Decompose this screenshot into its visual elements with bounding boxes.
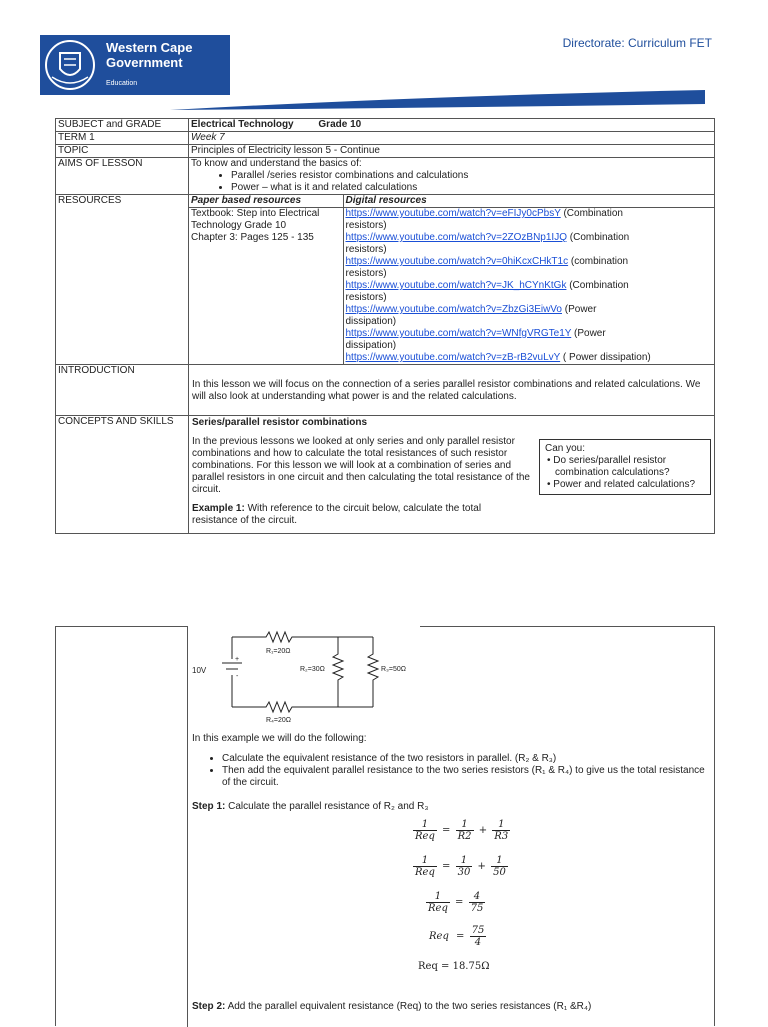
introduction-text: In this lesson we will focus on the connection of a series parallel resistor combinations and related calculations. We will also look at understanding what power is and the related calculations. [189,365,715,416]
digital-resources [343,208,714,365]
step-1-text: Calculate the parallel resistance of R₂ and R₃ [225,801,429,812]
equation-4: Req = $\frac{75}{4}$ [429,925,485,948]
resource-link-item: https://www.youtube.com/watch?v=eFIJy0cPbsY (Combination resistors) [345,208,623,231]
resources-table [189,195,714,364]
aims-list [191,170,712,194]
step-2-label: Step 2: [192,1001,226,1012]
concepts-text: In the previous lessons we looked at only series and only parallel resistor combinations and how to calculate the total resistances of such resistor combinations. For this lesson we will look at a combination of series and parallel resistors in one circuit and then calculating the total resistance of the circuit. [192,436,530,495]
paper-resources: Textbook: Step into Electrical Technology Grade 10 Chapter 3: Pages 125 - 135 [191,208,320,243]
subject-value: Electrical Technology [191,119,294,130]
lesson-table [55,118,715,534]
aims-item: • Power – what is it and related calculations [231,182,712,194]
source-voltage: 10V [192,666,207,675]
example-1 [192,503,512,527]
youtube-link[interactable]: https://www.youtube.com/watch?v=0hiKcxCHkT1c [345,256,569,267]
r4-label: R₄=20Ω [266,717,292,724]
resource-link-item: https://www.youtube.com/watch?v=JK_hCYnKtGk (Combination resistors) [345,280,629,303]
youtube-link[interactable]: https://www.youtube.com/watch?v=JK_hCYnKtGk [345,280,567,291]
subject-row [56,119,715,132]
step-2 [192,1001,707,1013]
org-name-line2: Government [106,55,183,70]
example-text: With reference to the circuit below, calculate the total resistance of the circuit. [192,503,482,526]
aims-intro: To know and understand the basics of: [191,158,362,169]
aims-item: • Parallel /series resistor combinations and calculations [231,170,712,182]
example-continuation-box [55,626,715,1026]
resource-link-item: https://www.youtube.com/watch?v=zB-rB2vuLvY ( Power dissipation) [345,352,651,363]
equation-3: $\frac{1}{\text{Req}}$ = $\frac{4}{75}$ [428,891,484,914]
concepts-label: CONCEPTS AND SKILLS [56,416,189,534]
directorate-title: Directorate: Curriculum FET [562,36,712,50]
grade-value: Grade 10 [318,119,362,130]
introduction-row [56,365,715,416]
subject-label: SUBJECT and GRADE [56,119,189,132]
paper-resources-header: Paper based resources [189,195,343,208]
steps-item: • Calculate the equivalent resistance of the two resistors in parallel. (R₂ & R₃) [222,753,707,765]
example-label: Example 1: [192,503,245,514]
step-2-text: Add the parallel equivalent resistance (Req) to the two series resistances (R₁ &R₄) [225,1001,592,1012]
term-value: Week 7 [189,132,715,145]
aims-row [56,158,715,195]
org-name-line1: Western Cape [106,40,193,55]
topic-label: TOPIC [56,145,189,158]
digital-resources-header: Digital resources [343,195,714,208]
can-you-item: Power and related calculations? [553,479,696,490]
term-label: TERM 1 [56,132,189,145]
step-1 [192,801,707,813]
r2-label: R₂=30Ω [300,666,325,673]
org-department: Education [106,80,138,87]
equation-2: $\frac{1}{\text{Req}}$ = $\frac{1}{30}$ + $\frac{1}{50}$ [415,855,506,878]
header-swoosh [0,58,768,118]
topic-row [56,145,715,158]
aims-label: AIMS OF LESSON [56,158,189,195]
youtube-link[interactable]: https://www.youtube.com/watch?v=zB-rB2vuLvY [345,352,561,363]
steps-list [192,753,707,789]
battery-plus: + [235,656,240,663]
youtube-link[interactable]: https://www.youtube.com/watch?v=WNfgVRGTe1Y [345,328,572,339]
resources-label: RESOURCES [56,195,189,365]
steps-intro: In this example we will do the following: [192,733,367,744]
equation-result: Req = 18.75Ω [418,961,490,972]
equation-1: $\frac{1}{\text{Req}}$ = $\frac{1}{R2}$ + $\frac{1}{R3}$ [415,819,509,842]
resource-link-item: https://www.youtube.com/watch?v=ZbzGi3EiwVo (Power dissipation) [345,304,597,327]
youtube-link[interactable]: https://www.youtube.com/watch?v=ZbzGi3EiwVo [345,304,562,315]
r1-label: R₁=20Ω [266,648,291,655]
concepts-title: Series/parallel resistor combinations [192,417,368,428]
can-you-title: Can you: [545,443,586,454]
r3-label: R₃=50Ω [381,666,407,673]
resource-link-item: https://www.youtube.com/watch?v=WNfgVRGTe1Y (Power dissipation) [345,328,606,351]
resources-row [56,195,715,365]
youtube-link[interactable]: https://www.youtube.com/watch?v=eFIJy0cPbsY [345,208,561,219]
battery-minus: - [236,673,239,680]
youtube-link[interactable]: https://www.youtube.com/watch?v=2ZOzBNp1IJQ [345,232,567,243]
can-you-box: Can you: • Do series/parallel resistor combination calculations? • Power and related calculations? [539,439,711,495]
concepts-row [56,416,715,534]
term-row [56,132,715,145]
step-1-label: Step 1: [192,801,226,812]
resource-link-item: https://www.youtube.com/watch?v=2ZOzBNp1IJQ (Combination resistors) [345,232,630,255]
topic-value: Principles of Electricity lesson 5 - Continue [189,145,715,158]
introduction-label: INTRODUCTION [56,365,189,416]
steps-item: • Then add the equivalent parallel resistance to the two series resistors (R₁ & R₄) to give us the total resistance of the circuit. [222,765,707,789]
can-you-item: Do series/parallel resistor combination calculations? [553,455,670,478]
circuit-diagram [188,627,420,727]
resource-link-item: https://www.youtube.com/watch?v=0hiKcxCHkT1c (combination resistors) [345,256,629,279]
